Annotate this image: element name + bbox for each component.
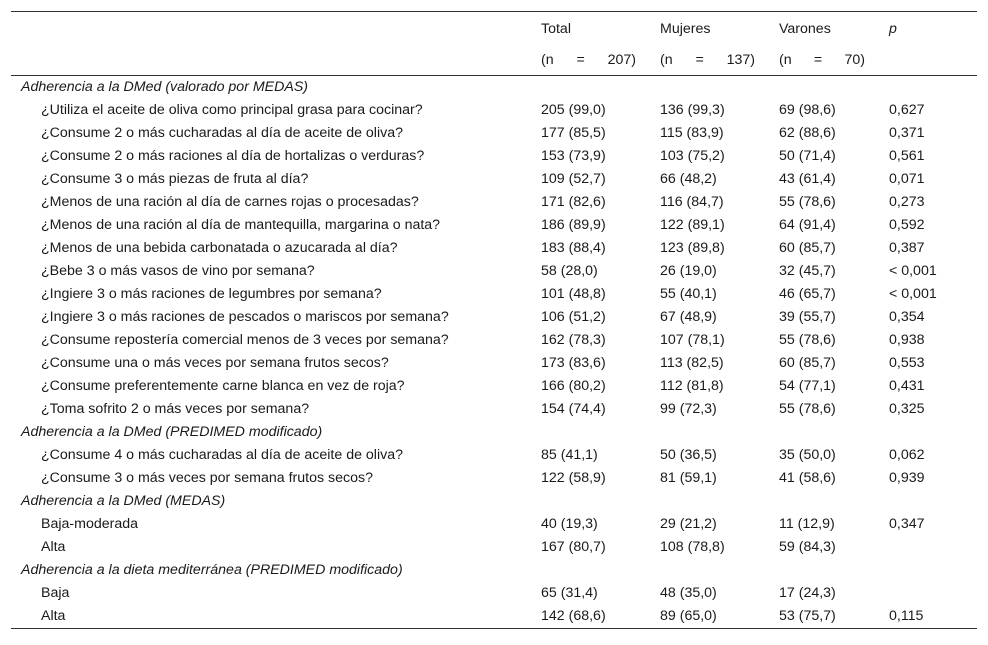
cell-p: < 0,001 (889, 263, 937, 279)
cell-varones: 55 (78,6) (779, 332, 836, 348)
cell-varones: 59 (84,3) (779, 539, 836, 555)
cell-total: 58 (28,0) (541, 263, 598, 279)
row-label: ¿Menos de una bebida carbonatada o azucarada al día? (41, 240, 398, 256)
section-title: Adherencia a la dieta mediterránea (PREDIMED modificado) (21, 562, 403, 578)
cell-total: 173 (83,6) (541, 355, 606, 371)
cell-mujeres: 67 (48,9) (660, 309, 717, 325)
header-p: p (879, 12, 977, 46)
cell-p: 0,347 (889, 516, 925, 532)
table-row (11, 283, 977, 306)
cell-total: 40 (19,3) (541, 516, 598, 532)
cell-p: 0,592 (889, 217, 925, 233)
cell-mujeres: 113 (82,5) (660, 355, 724, 371)
n-varones-open: (n (779, 51, 792, 68)
cell-mujeres: 26 (19,0) (660, 263, 717, 279)
cell-p (879, 582, 977, 605)
cell-mujeres: 81 (59,1) (660, 470, 717, 486)
table-row (11, 122, 977, 145)
cell-varones: 50 (71,4) (779, 148, 836, 164)
cell-p: 0,062 (889, 447, 925, 463)
header-n-row (11, 45, 977, 76)
table-row (11, 237, 977, 260)
table-row (11, 168, 977, 191)
row-label: ¿Consume 3 o más veces por semana frutos secos? (41, 470, 373, 486)
data-table-container (11, 11, 977, 629)
cell-p: 0,939 (889, 470, 925, 486)
adherence-table (11, 11, 977, 629)
cell-varones: 11 (12,9) (779, 516, 835, 532)
row-label: ¿Toma sofrito 2 o más veces por semana? (41, 401, 310, 417)
section-row (11, 559, 977, 582)
cell-total: 154 (74,4) (541, 401, 606, 417)
cell-total: 167 (80,7) (541, 539, 606, 555)
cell-p: 0,371 (889, 125, 925, 141)
cell-mujeres: 50 (36,5) (660, 447, 717, 463)
cell-p: 0,627 (889, 102, 925, 118)
table-row (11, 467, 977, 490)
cell-mujeres: 48 (35,0) (660, 585, 717, 601)
table-row (11, 352, 977, 375)
row-label: ¿Bebe 3 o más vasos de vino por semana? (41, 263, 315, 279)
cell-total: 109 (52,7) (541, 171, 606, 187)
n-mujeres (650, 45, 769, 76)
n-mujeres-val: 137) (726, 51, 755, 68)
header-row (11, 12, 977, 46)
n-total-val: 207) (607, 51, 636, 68)
cell-varones: 60 (85,7) (779, 355, 836, 371)
cell-varones: 17 (24,3) (779, 585, 836, 601)
cell-total: 153 (73,9) (541, 148, 606, 164)
header-n-p-blank (879, 45, 977, 76)
section-title: Adherencia a la DMed (PREDIMED modificado) (21, 424, 323, 440)
cell-total: 162 (78,3) (541, 332, 606, 348)
cell-mujeres: 55 (40,1) (660, 286, 717, 302)
n-varones (769, 45, 879, 76)
row-label: ¿Menos de una ración al día de carnes rojas o procesadas? (41, 194, 419, 210)
cell-varones: 69 (98,6) (779, 102, 836, 118)
header-total: Total (531, 12, 650, 46)
section-title: Adherencia a la DMed (valorado por MEDAS) (21, 79, 309, 95)
row-label: ¿Utiliza el aceite de oliva como principal grasa para cocinar? (41, 102, 423, 118)
row-label: ¿Consume 4 o más cucharadas al día de aceite de oliva? (41, 447, 403, 463)
cell-varones: 35 (50,0) (779, 447, 836, 463)
cell-mujeres: 116 (84,7) (660, 194, 724, 210)
header-n-blank (11, 45, 531, 76)
n-total-open: (n (541, 51, 554, 68)
row-label: ¿Consume preferentemente carne blanca en vez de roja? (41, 378, 405, 394)
cell-varones: 54 (77,1) (779, 378, 836, 394)
table-body (11, 76, 977, 629)
cell-p: 0,325 (889, 401, 925, 417)
cell-p: 0,561 (889, 148, 925, 164)
table-row (11, 398, 977, 421)
cell-p: 0,553 (889, 355, 925, 371)
table-row (11, 536, 977, 559)
cell-varones: 62 (88,6) (779, 125, 836, 141)
cell-mujeres: 29 (21,2) (660, 516, 717, 532)
cell-p: 0,354 (889, 309, 925, 325)
cell-mujeres: 66 (48,2) (660, 171, 717, 187)
cell-total: 142 (68,6) (531, 605, 650, 629)
cell-p: 0,273 (889, 194, 925, 210)
cell-varones: 55 (78,6) (779, 194, 836, 210)
n-total (531, 45, 650, 76)
cell-total: 85 (41,1) (541, 447, 598, 463)
section-row (11, 421, 977, 444)
table-row (11, 214, 977, 237)
cell-total: 122 (58,9) (541, 470, 606, 486)
row-label: Alta (11, 605, 531, 629)
cell-mujeres: 107 (78,1) (660, 332, 725, 348)
header-mujeres: Mujeres (650, 12, 769, 46)
n-varones-eq: = (813, 51, 823, 68)
cell-p (879, 536, 977, 559)
cell-varones: 46 (65,7) (779, 286, 836, 302)
cell-varones: 41 (58,6) (779, 470, 836, 486)
row-label: Alta (41, 539, 66, 555)
cell-total: 101 (48,8) (541, 286, 606, 302)
cell-mujeres: 89 (65,0) (650, 605, 769, 629)
section-row (11, 76, 977, 100)
cell-p: 0,387 (889, 240, 925, 256)
cell-mujeres: 123 (89,8) (660, 240, 725, 256)
cell-mujeres: 115 (83,9) (660, 125, 724, 141)
row-label: ¿Ingiere 3 o más raciones de pescados o mariscos por semana? (41, 309, 449, 325)
section-row (11, 490, 977, 513)
row-label: ¿Consume una o más veces por semana frutos secos? (41, 355, 389, 371)
cell-p: 0,071 (889, 171, 925, 187)
table-row (11, 444, 977, 467)
table-row (11, 513, 977, 536)
header-varones: Varones (769, 12, 879, 46)
cell-total: 186 (89,9) (541, 217, 606, 233)
table-row (11, 145, 977, 168)
cell-total: 177 (85,5) (541, 125, 606, 141)
cell-total: 166 (80,2) (541, 378, 606, 394)
cell-total: 205 (99,0) (541, 102, 606, 118)
header-blank (11, 12, 531, 46)
table-row (11, 582, 977, 605)
cell-p: 0,938 (889, 332, 925, 348)
row-label: ¿Consume 2 o más cucharadas al día de aceite de oliva? (41, 125, 403, 141)
cell-varones: 43 (61,4) (779, 171, 836, 187)
table-row (11, 260, 977, 283)
cell-mujeres: 112 (81,8) (660, 378, 724, 394)
cell-mujeres: 136 (99,3) (660, 102, 725, 118)
cell-total: 106 (51,2) (541, 309, 606, 325)
cell-p: 0,431 (889, 378, 925, 394)
table-row (11, 605, 977, 629)
cell-mujeres: 108 (78,8) (660, 539, 725, 555)
cell-p: < 0,001 (889, 286, 937, 302)
table-row (11, 191, 977, 214)
cell-total: 183 (88,4) (541, 240, 606, 256)
n-mujeres-eq: = (695, 51, 704, 68)
cell-varones: 32 (45,7) (779, 263, 836, 279)
table-row (11, 329, 977, 352)
section-title: Adherencia a la DMed (MEDAS) (21, 493, 226, 509)
row-label: Baja-moderada (41, 516, 139, 532)
cell-total: 171 (82,6) (541, 194, 606, 210)
cell-varones: 60 (85,7) (779, 240, 836, 256)
n-mujeres-open: (n (660, 51, 673, 68)
cell-total: 65 (31,4) (541, 585, 598, 601)
n-total-eq: = (576, 51, 585, 68)
table-row (11, 99, 977, 122)
table-row (11, 306, 977, 329)
cell-mujeres: 99 (72,3) (660, 401, 717, 417)
cell-varones: 55 (78,6) (779, 401, 836, 417)
row-label: Baja (41, 585, 70, 601)
table-row (11, 375, 977, 398)
cell-varones: 64 (91,4) (779, 217, 836, 233)
cell-varones: 39 (55,7) (779, 309, 836, 325)
n-varones-val: 70) (844, 51, 865, 68)
cell-varones: 53 (75,7) (769, 605, 879, 629)
row-label: ¿Consume repostería comercial menos de 3 veces por semana? (41, 332, 449, 348)
cell-mujeres: 103 (75,2) (660, 148, 725, 164)
cell-p: 0,115 (879, 605, 977, 629)
row-label: ¿Consume 2 o más raciones al día de hortalizas o verduras? (41, 148, 425, 164)
cell-mujeres: 122 (89,1) (660, 217, 725, 233)
row-label: ¿Menos de una ración al día de mantequilla, margarina o nata? (41, 217, 441, 233)
row-label: ¿Consume 3 o más piezas de fruta al día? (41, 171, 309, 187)
row-label: ¿Ingiere 3 o más raciones de legumbres por semana? (41, 286, 382, 302)
